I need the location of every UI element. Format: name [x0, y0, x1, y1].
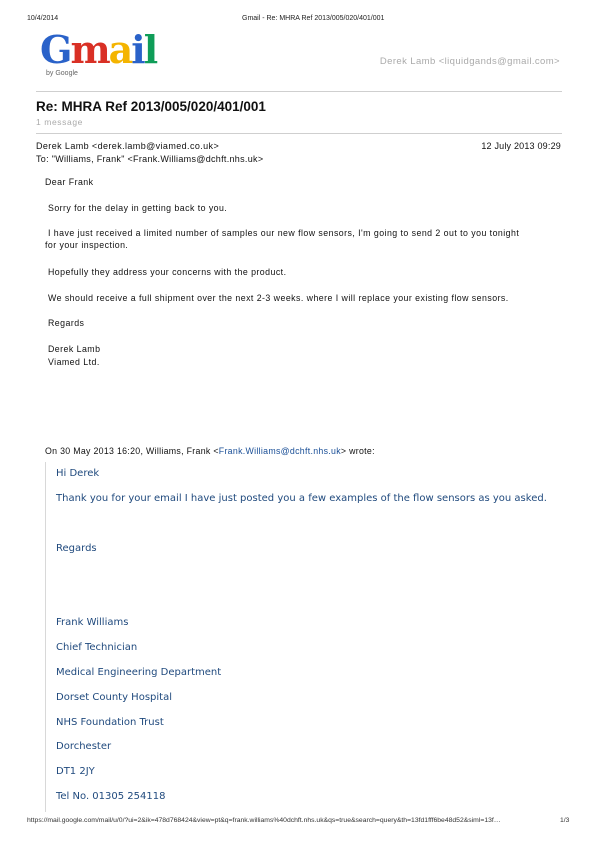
logo-letter: m [70, 27, 109, 72]
divider [36, 91, 562, 92]
logo-letter: l [143, 27, 157, 72]
body-paragraph: I have just received a limited number of samples our new flow sensors, I'm going to send 2 out to you tonight [48, 228, 520, 238]
logo-subtitle: by Google [46, 70, 78, 77]
quote-line: Dorchester [56, 741, 112, 752]
quote-attribution [45, 446, 375, 456]
quote-line: Chief Technician [56, 642, 138, 653]
logo-letter: i [131, 27, 144, 72]
signature-company: Viamed Ltd. [48, 357, 100, 367]
message-to: To: "Williams, Frank" <Frank.Williams@dchft.nhs.uk> [36, 154, 264, 164]
quote-line: Dorset County Hospital [56, 692, 172, 703]
quote-line: Hi Derek [56, 468, 100, 479]
quote-email-link[interactable]: Frank.Williams@dchft.nhs.uk [218, 446, 341, 456]
body-paragraph: Hopefully they address your concerns with the product. [48, 267, 287, 277]
quote-line: DT1 2JY [56, 766, 95, 777]
divider [36, 133, 562, 134]
quote-line: Medical Engineering Department [56, 667, 222, 678]
subject-title: Re: MHRA Ref 2013/005/020/401/001 [36, 99, 266, 114]
quote-intro-text: On 30 May 2013 16:20, Williams, Frank < [45, 446, 219, 456]
quote-line: NHS Foundation Trust [56, 717, 164, 728]
message-count: 1 message [36, 117, 83, 127]
footer-url: https://mail.google.com/mail/u/0/?ui=2&ik=478d768424&view=pt&q=frank.williams%40dchft.nhs.uk&qs=true&search=query&th=13fd1fff6be48d52&siml=13f… [27, 817, 501, 824]
quote-bar [45, 462, 46, 812]
gmail-logo[interactable] [40, 27, 157, 72]
account-label: Derek Lamb <liquidgands@gmail.com> [379, 56, 560, 67]
page-number: 1/3 [560, 817, 570, 824]
quote-line: Thank you for your email I have just posted you a few examples of the flow sensors as you asked. [56, 493, 547, 504]
signature-name: Derek Lamb [48, 344, 101, 354]
logo-letter: a [108, 27, 132, 72]
body-paragraph: We should receive a full shipment over the next 2-3 weeks. where I will replace your existing flow sensors. [48, 293, 509, 303]
body-paragraph: Sorry for the delay in getting back to you. [48, 203, 228, 213]
quote-line: Regards [56, 543, 97, 554]
message-from: Derek Lamb <derek.lamb@viamed.co.uk> [36, 141, 220, 151]
print-date: 10/4/2014 [27, 15, 59, 22]
sign-off: Regards [48, 318, 85, 328]
message-date: 12 July 2013 09:29 [481, 141, 561, 151]
logo-letter: G [40, 27, 71, 72]
greeting: Dear Frank [45, 177, 94, 187]
quote-line: Frank Williams [56, 617, 129, 628]
quote-intro-text: > wrote: [340, 446, 375, 456]
quote-line: Tel No. 01305 254118 [56, 791, 166, 802]
print-title: Gmail - Re: MHRA Ref 2013/005/020/401/001 [242, 15, 385, 22]
body-paragraph: for your inspection. [45, 240, 129, 250]
